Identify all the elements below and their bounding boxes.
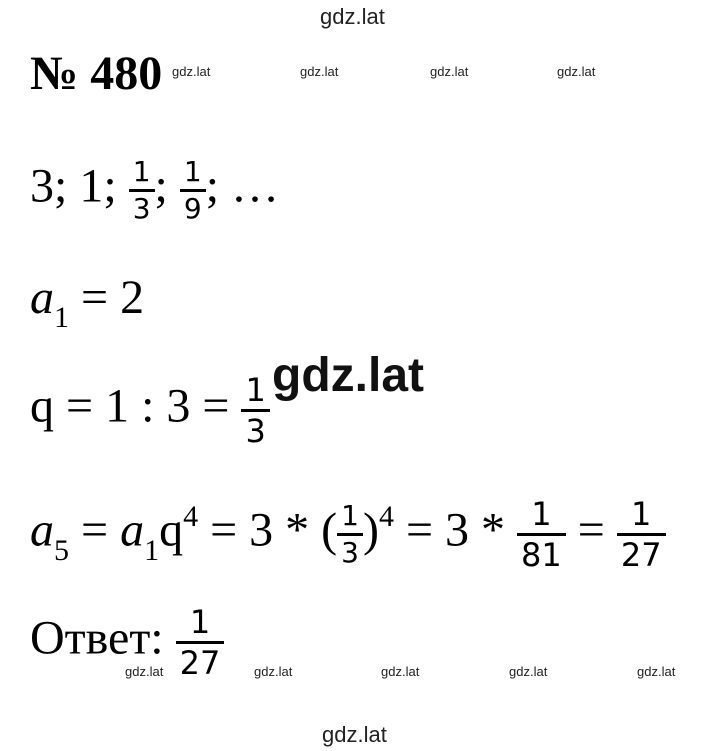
fraction-numerator: 1 <box>180 158 206 192</box>
equals-sign: = <box>81 271 109 324</box>
watermark-answer-2: gdz.lat <box>254 664 293 679</box>
answer-label: Ответ: <box>30 611 164 665</box>
separator: ; <box>205 159 220 213</box>
expression-part: = 3 * <box>405 503 506 557</box>
fraction-denominator: 81 <box>521 536 562 574</box>
fifth-term-line <box>30 495 666 574</box>
fraction-1-27 <box>617 495 666 574</box>
expression-part: = 3 * ( <box>210 503 338 557</box>
term-1: 3 <box>30 159 54 213</box>
fraction-1-81 <box>517 495 566 574</box>
watermark-answer-5: gdz.lat <box>637 664 676 679</box>
watermark-answer-4: gdz.lat <box>509 664 548 679</box>
fraction-numerator: 1 <box>337 502 363 536</box>
answer-fraction <box>176 603 225 682</box>
separator: ; <box>154 159 168 213</box>
parenthesized-fraction <box>337 499 363 569</box>
fraction-numerator: 1 <box>617 498 666 536</box>
watermark-top: gdz.lat <box>320 4 385 29</box>
separator: ; <box>54 159 68 213</box>
term-2: 1 <box>79 159 104 213</box>
equals-sign: = <box>81 503 109 557</box>
watermark-answer-1: gdz.lat <box>125 664 164 679</box>
term-4-fraction <box>180 155 206 225</box>
watermark-bottom: gdz.lat <box>322 722 387 747</box>
exponent: 4 <box>378 499 394 533</box>
term-symbol: a <box>30 503 54 557</box>
term-3-fraction <box>129 155 155 225</box>
fraction-denominator: 27 <box>620 536 662 574</box>
first-term-value: 2 <box>120 271 145 324</box>
first-term-line <box>30 271 145 334</box>
fraction-denominator: 9 <box>183 192 202 225</box>
watermark-header-2: gdz.lat <box>300 64 339 79</box>
ratio-expression: q = 1 : 3 = <box>30 379 230 433</box>
closing-parenthesis: ) <box>362 503 379 557</box>
fraction-numerator: 1 <box>517 498 566 536</box>
watermark-header-1: gdz.lat <box>172 64 211 79</box>
answer-line <box>30 603 224 682</box>
fraction-denominator: 27 <box>179 644 221 682</box>
fraction-denominator: 3 <box>245 412 266 450</box>
watermark-header-3: gdz.lat <box>430 64 469 79</box>
watermark-header-4: gdz.lat <box>557 64 596 79</box>
exponent: 4 <box>183 499 199 533</box>
fraction-denominator: 3 <box>132 192 151 225</box>
fraction-numerator: 1 <box>129 158 155 192</box>
term-symbol: a <box>30 271 54 324</box>
problem-number: № 480 <box>30 47 163 100</box>
equals-sign: = <box>577 503 605 557</box>
term-index: 5 <box>54 533 69 567</box>
fraction-numerator: 1 <box>176 606 225 644</box>
term-index: 1 <box>54 301 69 334</box>
separator: ; <box>103 159 117 213</box>
ratio-line <box>30 371 270 450</box>
fraction-denominator: 3 <box>341 536 359 569</box>
fraction-numerator: 1 <box>241 374 269 412</box>
ratio-fraction <box>241 371 269 450</box>
term-index: 1 <box>144 533 160 567</box>
sequence-line <box>30 155 280 225</box>
watermark-center: gdz.lat <box>272 349 424 402</box>
ellipsis: … <box>231 159 280 213</box>
watermark-answer-3: gdz.lat <box>381 664 420 679</box>
ratio-symbol: q <box>159 503 184 557</box>
term-symbol: a <box>120 503 145 557</box>
